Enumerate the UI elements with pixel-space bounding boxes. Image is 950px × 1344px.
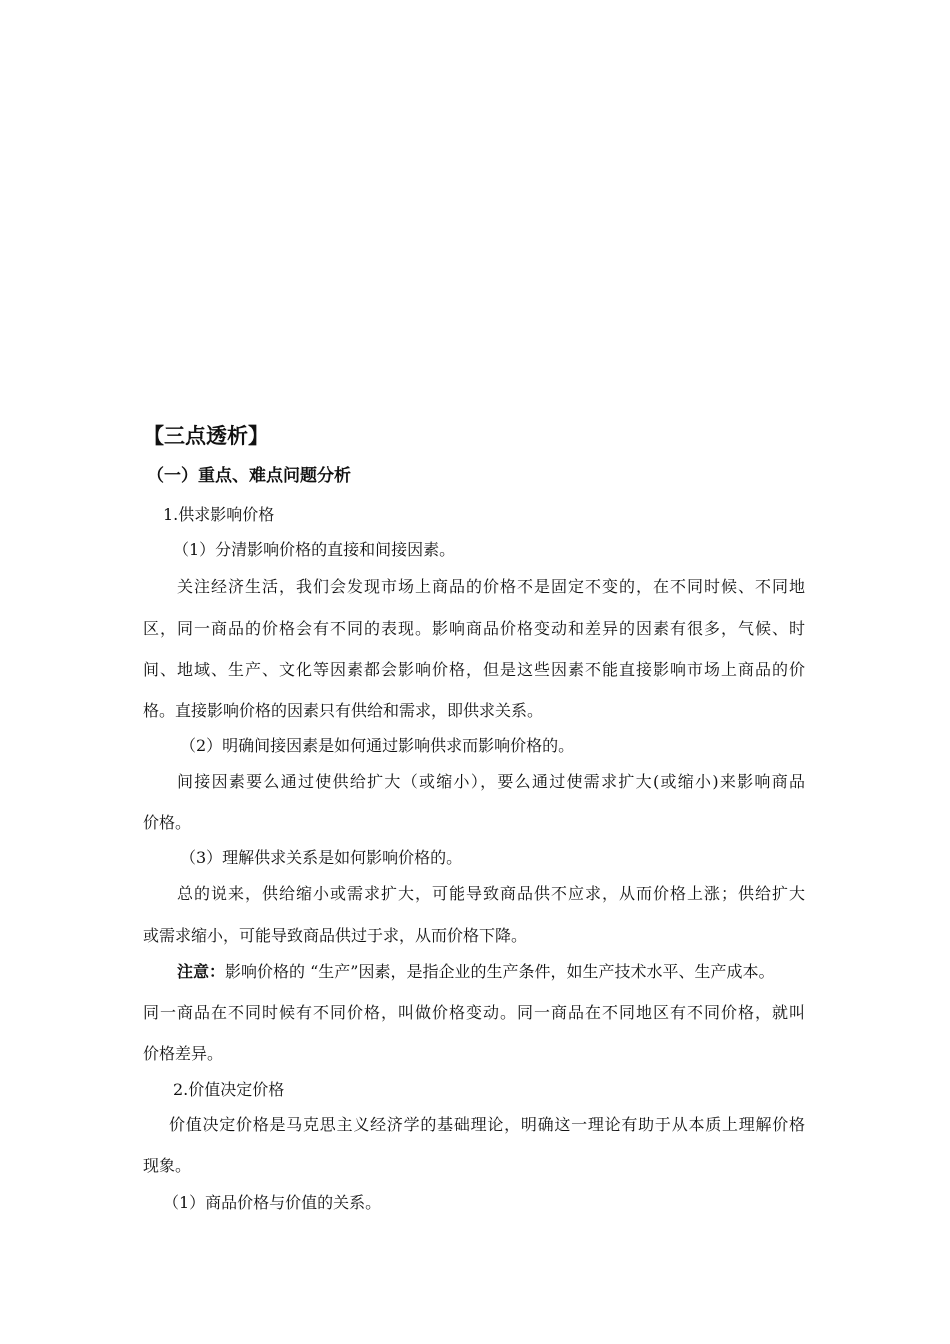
item1-sub2: （2）明确间接因素是如何通过影响供求而影响价格的。 <box>180 736 575 755</box>
note-label: 注意： <box>177 962 226 981</box>
note-line: 同一商品在不同时候有不同价格，叫做价格变动。同一商品在不同地区有不同价格，就叫 <box>143 1003 805 1022</box>
item2-sub1: （1）商品价格与价值的关系。 <box>163 1193 382 1212</box>
item1-heading: 1.供求影响价格 <box>163 505 275 524</box>
section-title: 【三点透析】 <box>143 424 269 448</box>
item1-para1-line: 区，同一商品的价格会有不同的表现。影响商品价格变动和差异的因素有很多，气候、时 <box>143 619 805 638</box>
item1-para3-line: 或需求缩小，可能导致商品供过于求，从而价格下降。 <box>143 926 528 945</box>
item2-para-line: 价值决定价格是马克思主义经济学的基础理论，明确这一理论有助于从本质上理解价格 <box>169 1115 805 1134</box>
item1-para2-line: 间接因素要么通过使供给扩大（或缩小），要么通过使需求扩大(或缩小)来影响商品 <box>177 772 805 791</box>
item2-para-line: 现象。 <box>143 1156 192 1175</box>
subsection-title: （一）重点、难点问题分析 <box>147 466 351 486</box>
item1-para3-line: 总的说来，供给缩小或需求扩大，可能导致商品供不应求，从而价格上涨；供给扩大 <box>177 884 805 903</box>
item1-para1-line: 格。直接影响价格的因素只有供给和需求，即供求关系。 <box>143 701 544 720</box>
item1-para2-line: 价格。 <box>143 813 192 832</box>
note-line: 价格差异。 <box>143 1044 224 1063</box>
item1-sub1: （1）分清影响价格的直接和间接因素。 <box>173 540 456 559</box>
item1-sub3: （3）理解供求关系是如何影响价格的。 <box>180 848 463 867</box>
note-first-line <box>177 961 774 983</box>
note-text: 影响价格的 “生产”因素，是指企业的生产条件，如生产技术水平、生产成本。 <box>225 962 775 981</box>
item1-para1-line: 关注经济生活，我们会发现市场上商品的价格不是固定不变的，在不同时候、不同地 <box>177 577 805 596</box>
item1-para1-line: 间、地域、生产、文化等因素都会影响价格，但是这些因素不能直接影响市场上商品的价 <box>143 660 805 679</box>
item2-heading: 2.价值决定价格 <box>173 1080 285 1099</box>
